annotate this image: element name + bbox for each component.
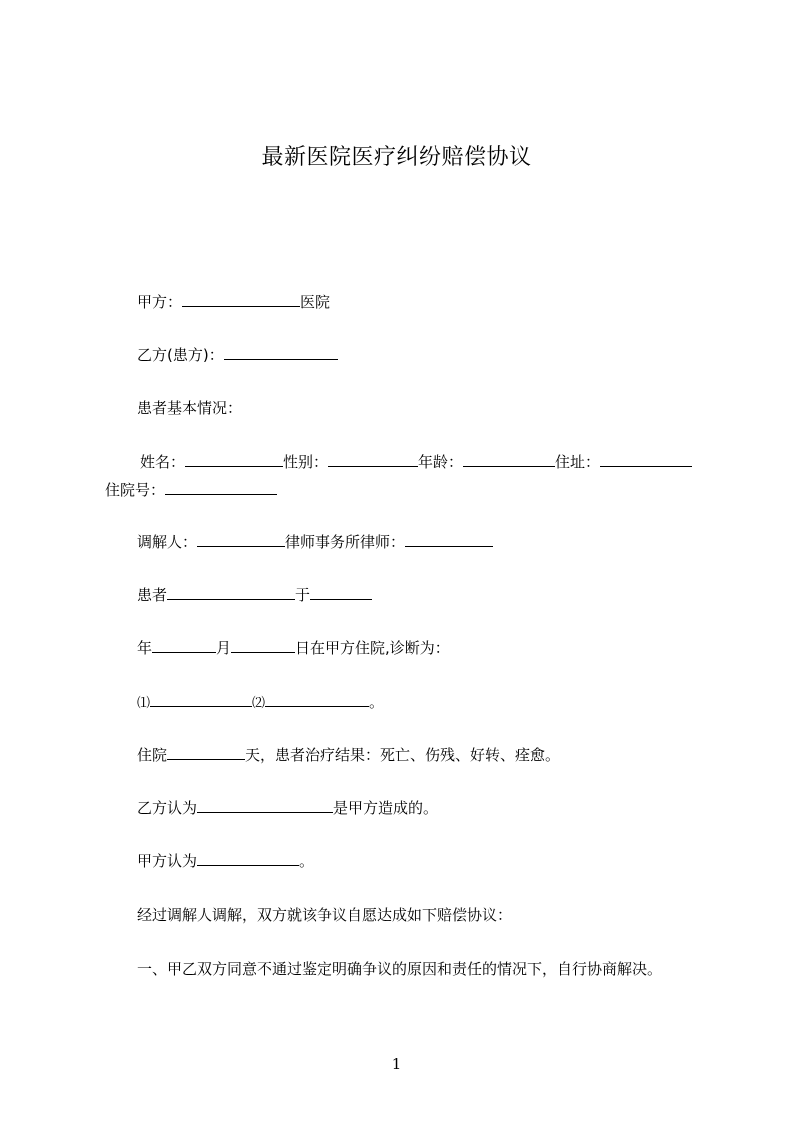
- party-a-claim-label: 甲方认为: [137, 852, 198, 870]
- year-blank[interactable]: [152, 638, 216, 653]
- patient-blank[interactable]: [167, 585, 295, 600]
- admission-line: [105, 480, 277, 500]
- admission-blank[interactable]: [165, 480, 277, 495]
- admission-label: 住院号：: [105, 481, 166, 499]
- party-a-blank[interactable]: [182, 292, 300, 307]
- diagnosis-end: 。: [369, 693, 385, 711]
- age-label: 年龄：: [418, 453, 464, 471]
- stay-suffix: 天，患者治疗结果：死亡、伤残、好转、痊愈。: [245, 746, 561, 764]
- party-a-claim-blank[interactable]: [197, 851, 299, 866]
- party-b-claim-suffix: 是甲方造成的。: [333, 799, 439, 817]
- party-a-claim-suffix: 。: [299, 852, 315, 870]
- patient-label: 患者: [137, 586, 168, 604]
- diagnosis-item-2: ⑵: [252, 696, 266, 711]
- diagnosis-blank-2[interactable]: [265, 692, 369, 707]
- stay-label: 住院: [137, 746, 168, 764]
- stay-line: [137, 745, 560, 765]
- diagnosis-line: [137, 692, 384, 714]
- party-b-claim-blank[interactable]: [197, 798, 333, 813]
- party-a-line: [137, 292, 330, 312]
- age-blank[interactable]: [463, 452, 555, 467]
- date-line: [137, 638, 450, 658]
- patient-info-heading: 患者基本情况：: [137, 399, 243, 417]
- clause-1: 一、甲乙双方同意不通过鉴定明确争议的原因和责任的情况下，自行协商解决。: [137, 960, 663, 978]
- patient-fields-line: [140, 452, 692, 472]
- document-title: 最新医院医疗纠纷赔偿协议: [261, 145, 532, 170]
- party-b-claim-line: [137, 798, 438, 818]
- party-a-suffix: 医院: [300, 293, 331, 311]
- gender-label: 性别：: [283, 453, 329, 471]
- mediation-sentence: 经过调解人调解，双方就该争议自愿达成如下赔偿协议：: [137, 906, 513, 924]
- lawyer-blank[interactable]: [405, 532, 493, 547]
- lawyer-label: 律师事务所律师：: [285, 533, 406, 551]
- party-b-blank[interactable]: [224, 345, 338, 360]
- month-label: 月: [216, 639, 232, 657]
- party-b-line: [137, 345, 338, 365]
- address-label: 住址：: [555, 453, 601, 471]
- party-a-label: 甲方：: [137, 293, 183, 311]
- patient-at-label: 于: [295, 586, 311, 604]
- mediator-label: 调解人：: [137, 533, 198, 551]
- stay-blank[interactable]: [167, 745, 245, 760]
- patient-line: [137, 585, 372, 605]
- diagnosis-item-1: ⑴: [137, 696, 151, 711]
- year-label: 年: [137, 639, 153, 657]
- page-number: 1: [391, 1055, 402, 1073]
- gender-blank[interactable]: [328, 452, 418, 467]
- address-blank[interactable]: [600, 452, 692, 467]
- mediator-blank[interactable]: [197, 532, 285, 547]
- day-label: 日在甲方住院,诊断为：: [295, 639, 450, 657]
- party-b-label: 乙方(患方)：: [137, 346, 224, 364]
- mediator-line: [137, 532, 493, 552]
- party-a-claim-line: [137, 851, 314, 871]
- name-label: 姓名：: [140, 453, 186, 471]
- name-blank[interactable]: [185, 452, 283, 467]
- party-b-claim-label: 乙方认为: [137, 799, 198, 817]
- month-blank[interactable]: [231, 638, 295, 653]
- patient-at-blank[interactable]: [310, 585, 372, 600]
- diagnosis-blank-1[interactable]: [150, 692, 252, 707]
